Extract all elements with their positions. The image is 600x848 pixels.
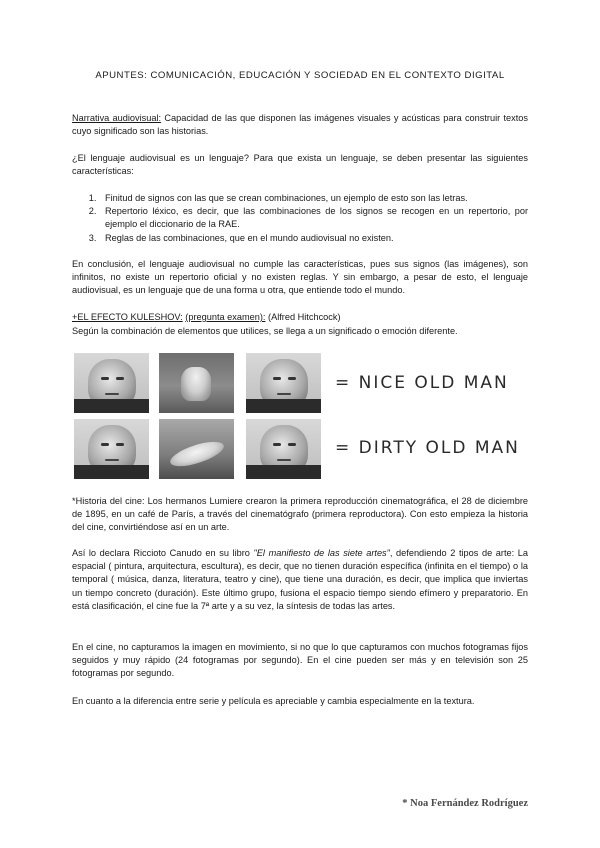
canudo-paragraph <box>72 547 528 613</box>
lenguaje-question: ¿El lenguaje audiovisual es un lenguaje? Para que exista un lenguaje, se deben presentar las siguientes características: <box>72 153 528 177</box>
kuleshov-heading <box>72 311 528 324</box>
kuleshov-title: +EL EFECTO KULESHOV: <box>72 312 183 322</box>
book-title: "El manifiesto de las siete artes" <box>253 548 390 558</box>
woman-bikini-image <box>159 419 234 479</box>
exam-note: (pregunta examen): <box>185 312 266 322</box>
nice-old-man-label: = NICE OLD MAN <box>335 373 509 393</box>
kuleshov-figure <box>74 352 527 479</box>
list-item: 2. Repertorio léxico, es decir, que las combinaciones de los signos se recogen en un repertorio, por ejemplo el diccionario de la RAE. <box>99 205 528 231</box>
conclusion-paragraph: En conclusión, el lenguaje audiovisual no cumple las características, pues sus signos (las imágenes), son infinitos, no existe un repertorio oficial y no existen reglas. Y sin embargo, a pesar de esto, el lenguaje audiovisual, es un lenguaje que de una forma u otra, que entiende todo el mundo. <box>72 259 528 296</box>
portrait-image <box>74 419 149 479</box>
historia-paragraph: *Historia del cine: Los hermanos Lumiere crearon la primera reproducción cinematográfica, el 28 de diciembre de 1895, en un café de París, a través del cinematógrafo (primera reproductora). Con esto empieza la historia del cine, convirtiéndose así en un arte. <box>72 496 528 533</box>
document-title: APUNTES: COMUNICACIÓN, EDUCACIÓN Y SOCIEDAD EN EL CONTEXTO DIGITAL <box>95 70 505 81</box>
serie-pelicula-paragraph: En cuanto a la diferencia entre serie y película es apreciable y cambia especialmente en la textura. <box>72 696 475 706</box>
author-signature: * Noa Fernández Rodríguez <box>402 798 528 809</box>
portrait-image <box>246 419 321 479</box>
narrativa-definition: Capacidad de las que disponen las imágenes visuales y acústicas para construir textos cuyo significado son las historias. <box>72 113 528 137</box>
canudo-intro: Así lo declara Riccioto Canudo en su libro <box>72 548 254 558</box>
portrait-image <box>246 353 321 413</box>
kuleshov-author: (Alfred Hitchcock) <box>265 312 341 322</box>
list-item: 1. Finitud de signos con las que se crean combinaciones, un ejemplo de esto son las letras. <box>99 192 528 205</box>
narrativa-paragraph <box>72 112 528 138</box>
narrativa-term: Narrativa audiovisual: <box>72 113 162 123</box>
mother-child-image <box>159 353 234 413</box>
fotogramas-paragraph: En el cine, no capturamos la imagen en movimiento, si no que lo que capturamos con muchos fotogramas fijos seguidos y muy rápido (24 fotogramas por segundo). En el cine pueden ser más y en televisión son 25 fotogramas por segundo. <box>72 642 528 679</box>
kuleshov-description: Según la combinación de elementos que utilices, se llega a un significado o emoción diferente. <box>72 326 458 336</box>
portrait-image <box>74 353 149 413</box>
characteristics-list <box>72 192 528 245</box>
canudo-rest: , defendiendo 2 tipos de arte: La espacial ( pintura, arquitectura, escultura), es decir, que no tienen duración específica (infinita en el tiempo) o la temporal ( música, danza, literatura, teatro y cine), que tiene una duración, es decir, que implica que inviertas un tiempo concreto (duración). Este último grupo, fusiona el espacio tiempo siendo efímero y preparatorio. En está clasificación, el cine fue la 7ª arte y a su vez, la síntesis de todas las artes. <box>72 548 528 611</box>
dirty-old-man-label: = DIRTY OLD MAN <box>335 438 520 458</box>
list-item: 3. Reglas de las combinaciones, que en el mundo audiovisual no existen. <box>99 232 528 245</box>
